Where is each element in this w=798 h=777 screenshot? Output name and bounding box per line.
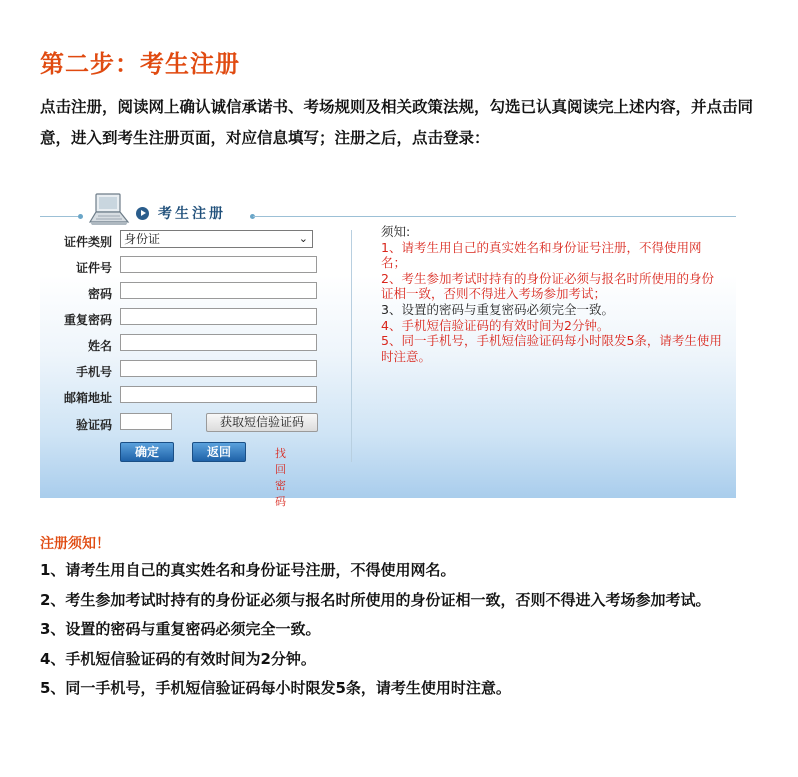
notice-item-2: 2、考生参加考试时持有的身份证必须与报名时所使用的身份证相一致，否则不得进入考场参加考试； xyxy=(381,270,714,302)
notes-item: 1、请考生用自己的真实姓名和身份证号注册，不得使用网名。 xyxy=(40,561,456,579)
id-number-label: 证件号 xyxy=(75,261,112,275)
arrow-circle-icon xyxy=(136,207,149,220)
captcha-label: 验证码 xyxy=(75,418,112,432)
get-sms-code-button[interactable]: 获取短信验证码 xyxy=(206,413,318,432)
notice-item-5: 5、同一手机号，手机短信验证码每小时限发5条，请考生使用时注意。 xyxy=(381,333,722,364)
notes-item: 3、设置的密码与重复密码必须完全一致。 xyxy=(40,620,321,638)
notes-item: 4、手机短信验证码的有效时间为2分钟。 xyxy=(40,649,316,668)
header-dot-left xyxy=(78,214,83,219)
phone-label: 手机号 xyxy=(75,365,112,379)
confirm-button[interactable]: 确定 xyxy=(120,442,174,462)
name-label: 姓名 xyxy=(87,339,112,353)
registration-screenshot xyxy=(40,180,736,508)
step-title: 第二步：考生注册 xyxy=(40,49,240,78)
chevron-down-icon: ⌄ xyxy=(298,232,308,245)
notes-list xyxy=(40,556,780,704)
find-password-link[interactable]: 找回密码 xyxy=(275,447,286,508)
back-button[interactable]: 返回 xyxy=(192,442,246,462)
phone-input[interactable] xyxy=(120,360,317,377)
captcha-input[interactable] xyxy=(120,413,172,430)
notes-title: 注册须知！ xyxy=(40,536,110,552)
header-divider-right xyxy=(253,216,736,217)
notice-heading: 须知: xyxy=(381,224,411,239)
id-type-label: 证件类别 xyxy=(63,235,112,249)
confirm-password-label: 重复密码 xyxy=(63,313,112,327)
email-label: 邮箱地址 xyxy=(63,391,112,405)
notice-item-3: 3、设置的密码与重复密码必须完全一致。 xyxy=(381,301,614,317)
password-input[interactable] xyxy=(120,282,317,299)
confirm-password-input[interactable] xyxy=(120,308,317,325)
id-number-input[interactable] xyxy=(120,256,317,273)
notice-item-4: 4、手机短信验证码的有效时间为2分钟。 xyxy=(381,317,610,333)
notes-item: 5、同一手机号，手机短信验证码每小时限发5条，请考生使用时注意。 xyxy=(40,679,511,697)
vertical-divider xyxy=(351,230,352,462)
panel-title: 考生注册 xyxy=(158,206,226,222)
notice-box xyxy=(381,224,726,364)
notes-item: 2、考生参加考试时持有的身份证必须与报名时所使用的身份证相一致，否则不得进入考场参加考试。 xyxy=(40,590,711,609)
email-input[interactable] xyxy=(120,386,317,403)
notice-item-1: 1、请考生用自己的真实姓名和身份证号注册，不得使用网名； xyxy=(381,239,702,271)
name-input[interactable] xyxy=(120,334,317,351)
laptop-icon xyxy=(86,192,132,228)
id-type-value: 身份证 xyxy=(124,232,161,246)
intro-text: 点击注册，阅读网上确认诚信承诺书、考场规则及相关政策法规，勾选已认真阅读完上述内容，并点击同意，进入到考生注册页面，对应信息填写；注册之后，点击登录： xyxy=(40,98,754,147)
password-label: 密码 xyxy=(87,287,112,301)
header-divider-left xyxy=(40,216,78,217)
id-type-select[interactable] xyxy=(120,230,313,248)
